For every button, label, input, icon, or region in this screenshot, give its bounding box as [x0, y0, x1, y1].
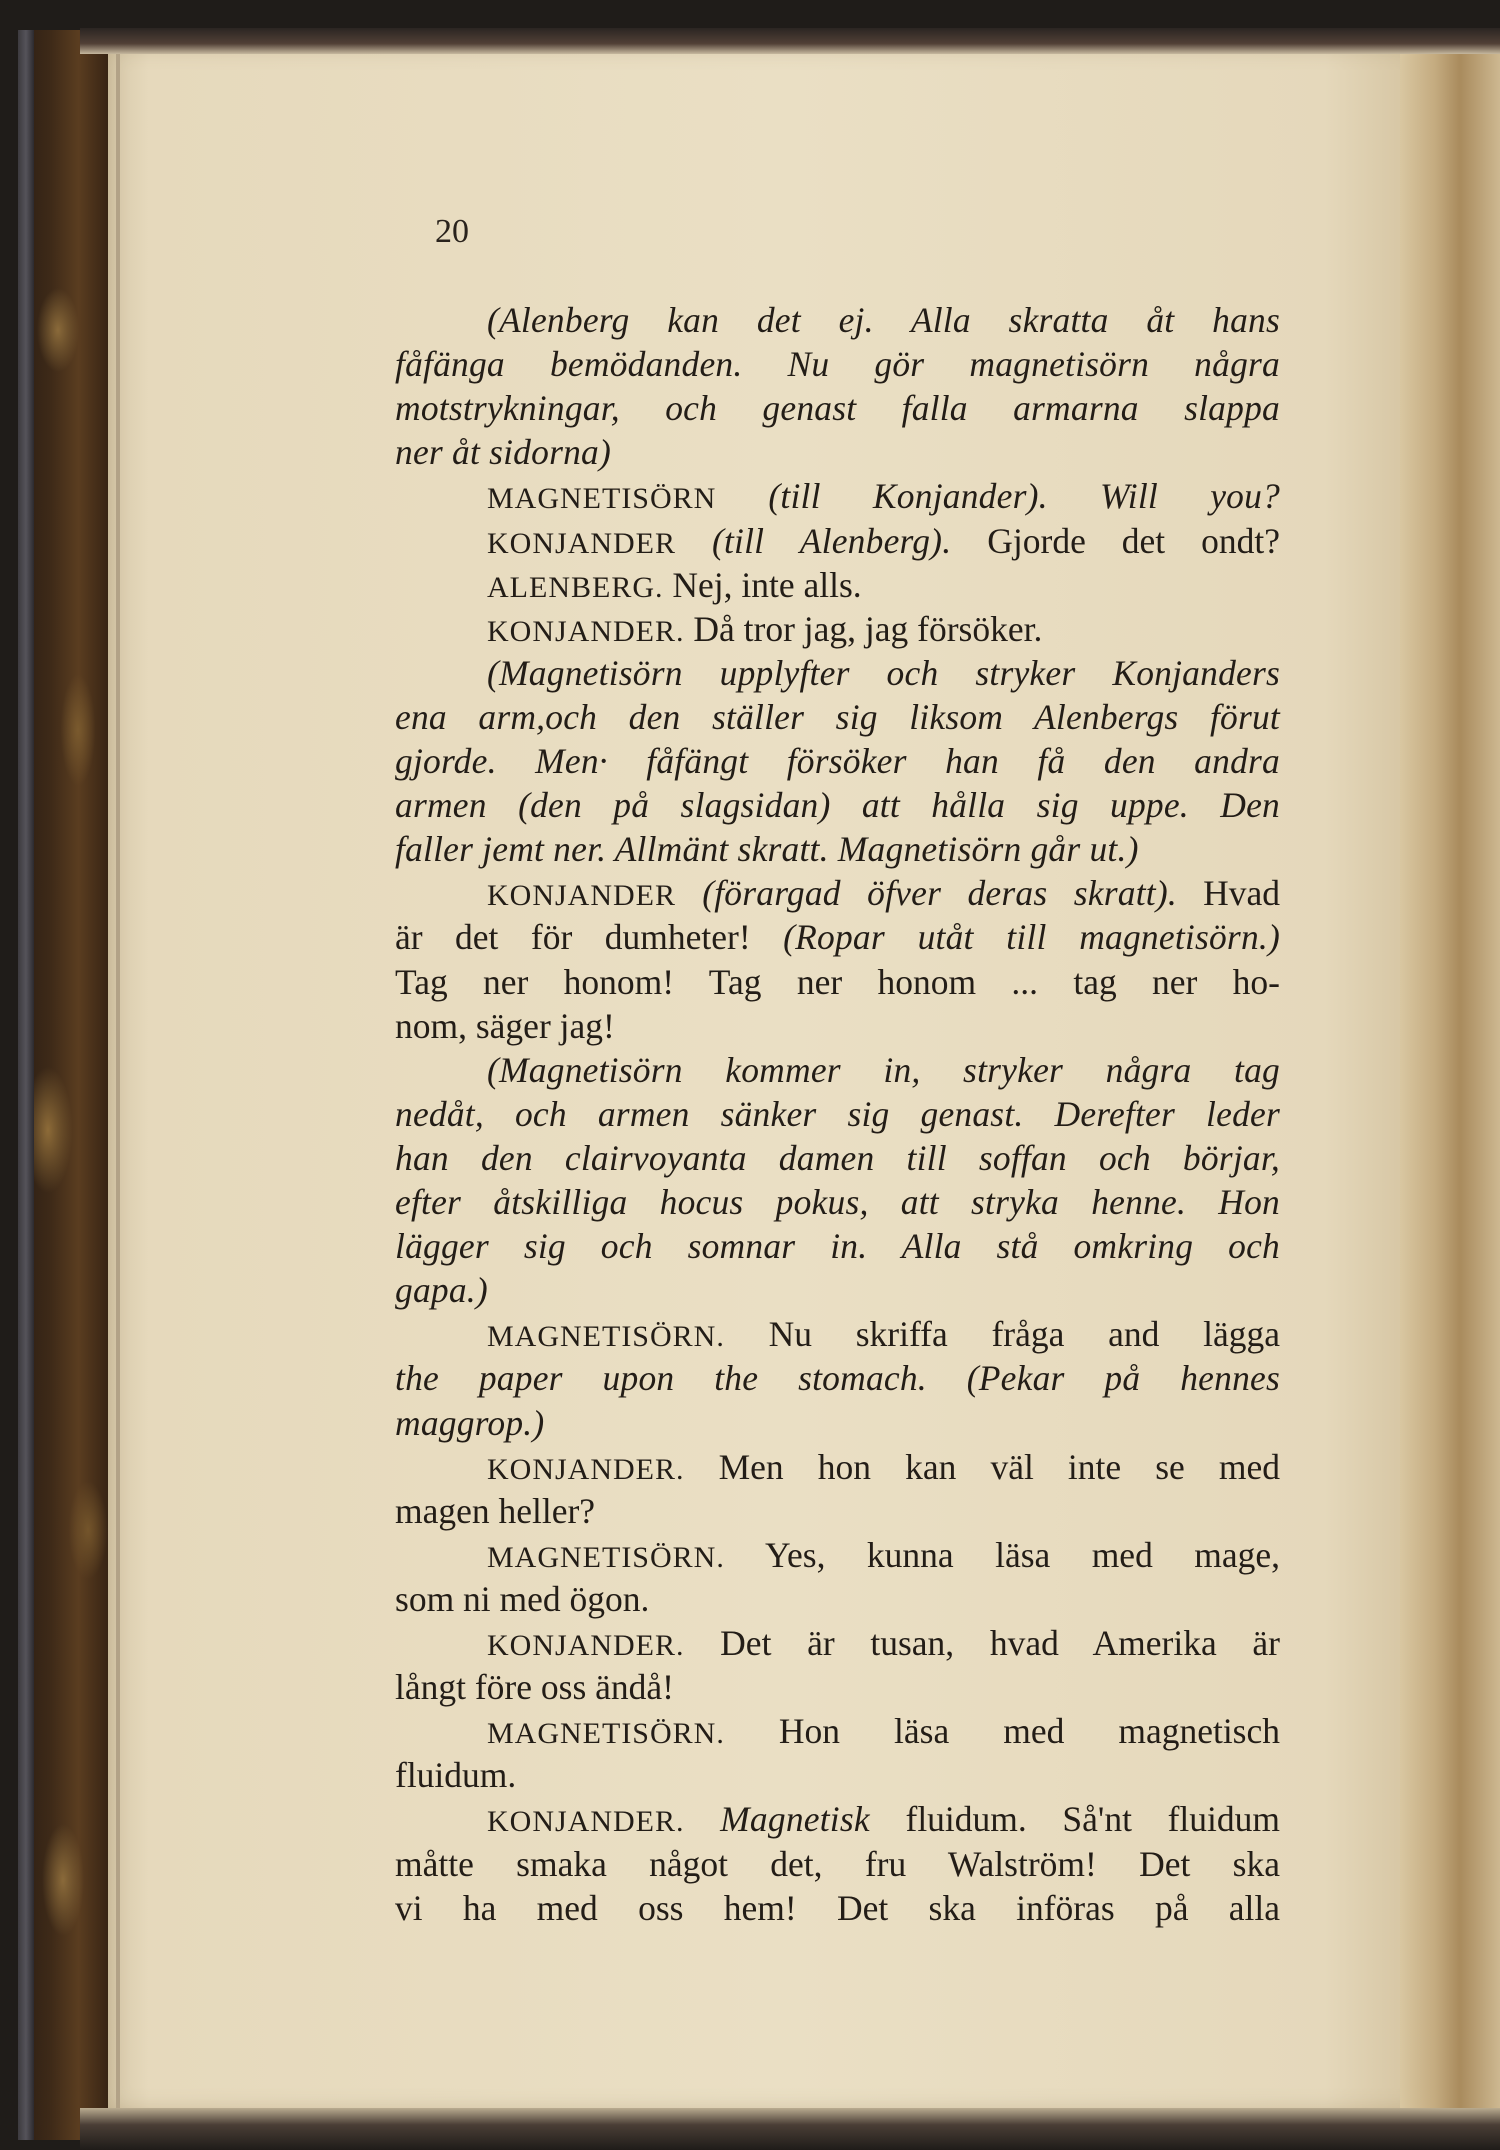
- text-line: [395, 1005, 1280, 1046]
- text-line: [395, 873, 1281, 914]
- stage-direction: (förargad öfver deras skratt).: [702, 873, 1177, 914]
- dialogue-text: gapa.): [395, 1270, 488, 1311]
- dialogue-text: (Magnetisörn upplyfter och stryker Konjanders: [487, 652, 1280, 693]
- stage-direction: (till Konjander). Will you?: [768, 476, 1281, 517]
- dialogue-text: efter åtskilliga hocus pokus, att stryka henne. Hon: [395, 1182, 1280, 1222]
- dialogue-text: långt före oss ändå!: [395, 1667, 674, 1708]
- dialogue-text: är det för dumheter!: [395, 917, 784, 958]
- dialogue-text: Tag ner honom! Tag ner honom ... tag ner ho-: [395, 961, 1280, 1002]
- dialogue-text: Hon läsa med magnetisch: [778, 1711, 1281, 1752]
- stage-direction: (Ropar utåt till magnetisörn.): [783, 917, 1280, 958]
- page-number: 20: [435, 213, 469, 250]
- page-fold-line: [116, 50, 120, 2110]
- text-line: [395, 1490, 1280, 1531]
- text-line: [395, 829, 1280, 870]
- text-line: [395, 344, 1280, 385]
- text-line: [395, 1534, 1280, 1575]
- dialogue-text: motstrykningar, och genast falla armarna slappa: [395, 388, 1280, 429]
- dialogue-text: fluidum.: [395, 1755, 517, 1796]
- speaker-name: KONJANDER: [487, 879, 676, 913]
- dialogue-text: Det är tusan, hvad Amerika är: [720, 1623, 1280, 1663]
- text-line: [395, 300, 1280, 340]
- text-line: [395, 1182, 1280, 1222]
- dialogue-text: nom, säger jag!: [395, 1005, 615, 1046]
- dialogue-text: Nej, inte alls.: [672, 564, 862, 605]
- dialogue-text: maggrop.): [395, 1402, 545, 1443]
- text-line: [395, 1049, 1280, 1090]
- speaker-name: ALENBERG.: [487, 570, 664, 604]
- speaker-name: MAGNETISÖRN.: [487, 1717, 725, 1751]
- dialogue-text: magen heller?: [395, 1490, 596, 1531]
- dialogue-text: Yes, kunna läsa med mage,: [764, 1534, 1280, 1575]
- text-line: [395, 1270, 1280, 1311]
- speaker-name: KONJANDER.: [487, 1805, 685, 1839]
- text-line: [395, 1755, 1280, 1796]
- dialogue-text: faller jemt ner. Allmänt skratt. Magnetisörn går ut.): [395, 829, 1139, 870]
- speaker-name: MAGNETISÖRN.: [487, 1540, 725, 1574]
- text-line: [395, 961, 1280, 1002]
- text-line: [395, 520, 1280, 561]
- dialogue-text: the paper upon the stomach. (Pekar på hennes: [395, 1358, 1280, 1399]
- cover-edge: [18, 30, 34, 2140]
- dialogue-text: fåfänga bemödanden. Nu gör magnetisörn några: [395, 344, 1280, 385]
- text-line: [395, 785, 1280, 826]
- text-line: [395, 1799, 1280, 1840]
- text-line: [395, 741, 1280, 781]
- text-line: [395, 476, 1281, 517]
- text-line: [395, 1226, 1280, 1267]
- speaker-name: MAGNETISÖRN.: [487, 1320, 725, 1354]
- dialogue-text: (Alenberg kan det ej. Alla skratta åt hans: [487, 300, 1280, 340]
- dialogue-text: Gjorde det ondt?: [951, 520, 1280, 561]
- text-line: [395, 388, 1280, 429]
- stage-direction: (till Alenberg).: [711, 520, 952, 561]
- dialogue-text: som ni med ögon.: [395, 1578, 650, 1619]
- text-line: [395, 564, 1280, 605]
- dialogue-text: ena arm,och den ställer sig liksom Alenbergs förut: [395, 696, 1280, 737]
- binding-top: [80, 28, 1500, 54]
- dialogue-text: vi ha med oss hem! Det ska införas på alla: [395, 1887, 1280, 1928]
- text-line: [395, 1887, 1280, 1928]
- text-line: [395, 1358, 1280, 1399]
- text-line: [395, 1402, 1280, 1443]
- dialogue-text: Nu skriffa fråga and lägga: [768, 1314, 1281, 1355]
- text-line: [395, 652, 1280, 693]
- dialogue-text: (Magnetisörn kommer in, stryker några tag: [487, 1049, 1280, 1090]
- dialogue-text: nedåt, och armen sänker sig genast. Derefter leder: [395, 1093, 1280, 1134]
- next-page-edge: [1400, 48, 1500, 2110]
- dialogue-text: Då tror jag, jag försöker.: [693, 608, 1043, 649]
- dialogue-text: måtte smaka något det, fru Walström! Det ska: [395, 1843, 1280, 1884]
- dialogue-text: gjorde. Men· fåfängt försöker han få den andra: [395, 741, 1280, 781]
- text-line: [395, 1093, 1280, 1134]
- dialogue-text: armen (den på slagsidan) att hålla sig uppe. Den: [395, 785, 1280, 826]
- text-line: [395, 1578, 1280, 1619]
- text-line: [395, 1446, 1281, 1487]
- speaker-name: KONJANDER.: [487, 1629, 685, 1662]
- text-line: [395, 432, 1280, 473]
- dialogue-text: han den clairvoyanta damen till soffan och börjar,: [395, 1137, 1280, 1178]
- speaker-name: MAGNETISÖRN: [487, 482, 717, 516]
- stage-direction: Magnetisk: [720, 1799, 870, 1840]
- dialogue-text: lägger sig och somnar in. Alla stå omkring och: [395, 1226, 1280, 1267]
- text-line: [395, 1137, 1280, 1178]
- text-line: [395, 1667, 1280, 1708]
- speaker-name: KONJANDER.: [487, 614, 685, 648]
- text-line: [395, 1314, 1281, 1355]
- text-line: [395, 608, 1280, 649]
- binding-bottom: [80, 2108, 1500, 2150]
- dialogue-text: fluidum. Så'nt fluidum: [869, 1799, 1280, 1840]
- text-line: [395, 696, 1280, 737]
- dialogue-text: ner åt sidorna): [395, 432, 611, 473]
- text-line: [395, 1711, 1281, 1752]
- text-line: [395, 1623, 1280, 1663]
- dialogue-text: Men hon kan väl inte se med: [718, 1446, 1281, 1487]
- speaker-name: KONJANDER.: [487, 1452, 685, 1486]
- speaker-name: KONJANDER: [487, 526, 676, 560]
- text-line: [395, 1843, 1280, 1884]
- text-line: [395, 917, 1280, 958]
- dialogue-text: Hvad: [1176, 873, 1281, 914]
